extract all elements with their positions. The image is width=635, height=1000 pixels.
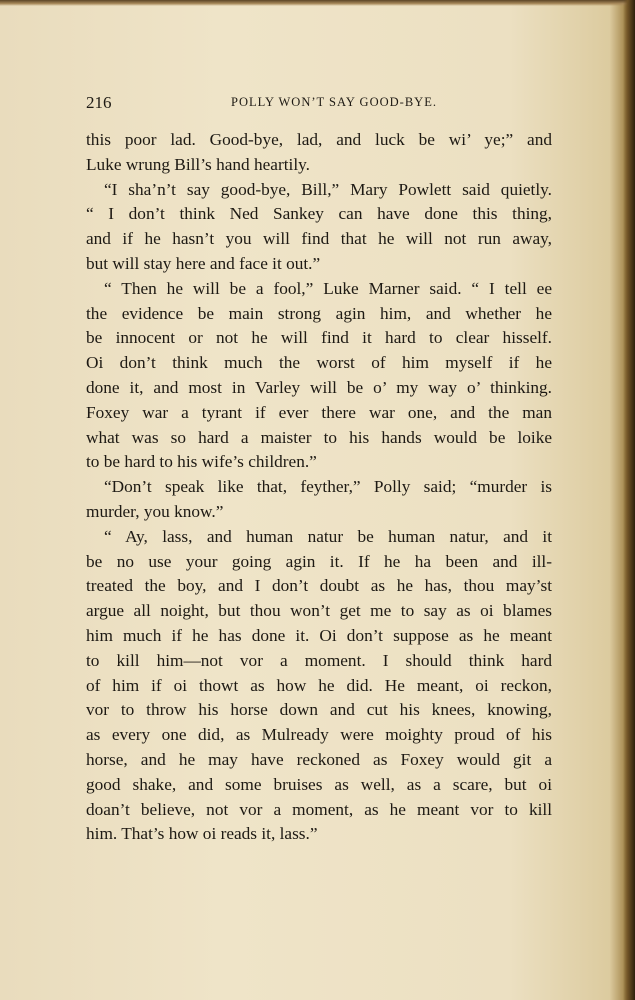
text-line: argue all noight, but thou won’t get me to say as oi blames [86, 601, 552, 621]
text-line: treated the boy, and I don’t doubt as he has, thou may’st [86, 576, 552, 596]
text-line: doan’t believe, not vor a moment, as he meant vor to kill [86, 799, 552, 819]
text-line: what was so hard a maister to his hands would be loike [86, 427, 552, 447]
text-line: good shake, and some bruises as well, as a scare, but oi [86, 774, 552, 794]
text-line: murder, you know.” [86, 501, 224, 521]
text-line: “ Then he will be a fool,” Luke Marner said. “ I tell ee [104, 278, 552, 298]
text-line: done it, and most in Varley will be o’ my way o’ thinking. [86, 377, 552, 397]
page-header [86, 93, 552, 115]
body-text [86, 128, 552, 847]
text-line: as every one did, as Mulready were moighty proud of his [86, 725, 552, 745]
page-number: 216 [86, 93, 112, 112]
text-line: of him if oi thowt as how he did. He meant, oi reckon, [86, 675, 552, 695]
page-top-edge [0, 0, 635, 6]
text-line: him much if he has done it. Oi don’t suppose as he meant [86, 625, 552, 645]
text-line: “I sha’n’t say good-bye, Bill,” Mary Powlett said quietly. [104, 179, 552, 199]
text-line: Luke wrung Bill’s hand heartily. [86, 154, 310, 174]
text-line: to kill him—not vor a moment. I should think hard [86, 650, 552, 670]
text-line: but will stay here and face it out.” [86, 253, 321, 273]
text-line: vor to throw his horse down and cut his knees, knowing, [86, 700, 552, 720]
text-line: the evidence be main strong agin him, and whether he [86, 303, 552, 323]
text-line: Foxey war a tyrant if ever there war one, and the man [86, 402, 552, 422]
text-line: horse, and he may have reckoned as Foxey would git a [86, 749, 552, 769]
text-line: be innocent or not he will find it hard to clear hisself. [86, 328, 552, 348]
text-line: “Don’t speak like that, feyther,” Polly said; “murder is [104, 477, 552, 497]
text-line: Oi don’t think much the worst of him myself if he [86, 353, 552, 373]
text-line: him. That’s how oi reads it, lass.” [86, 824, 318, 844]
text-line: “ Ay, lass, and human natur be human natur, and it [104, 526, 552, 546]
text-line: be no use your going agin it. If he ha been and ill- [86, 551, 552, 571]
text-line: to be hard to his wife’s children.” [86, 452, 317, 472]
text-line: and if he hasn’t you will find that he will not run away, [86, 229, 552, 249]
running-title: POLLY WON’T SAY GOOD-BYE. [231, 95, 437, 109]
text-line: “ I don’t think Ned Sankey can have done this thing, [86, 204, 552, 224]
page-binding-edge [623, 0, 635, 1000]
text-line: this poor lad. Good-bye, lad, and luck be wi’ ye;” and [86, 130, 552, 149]
